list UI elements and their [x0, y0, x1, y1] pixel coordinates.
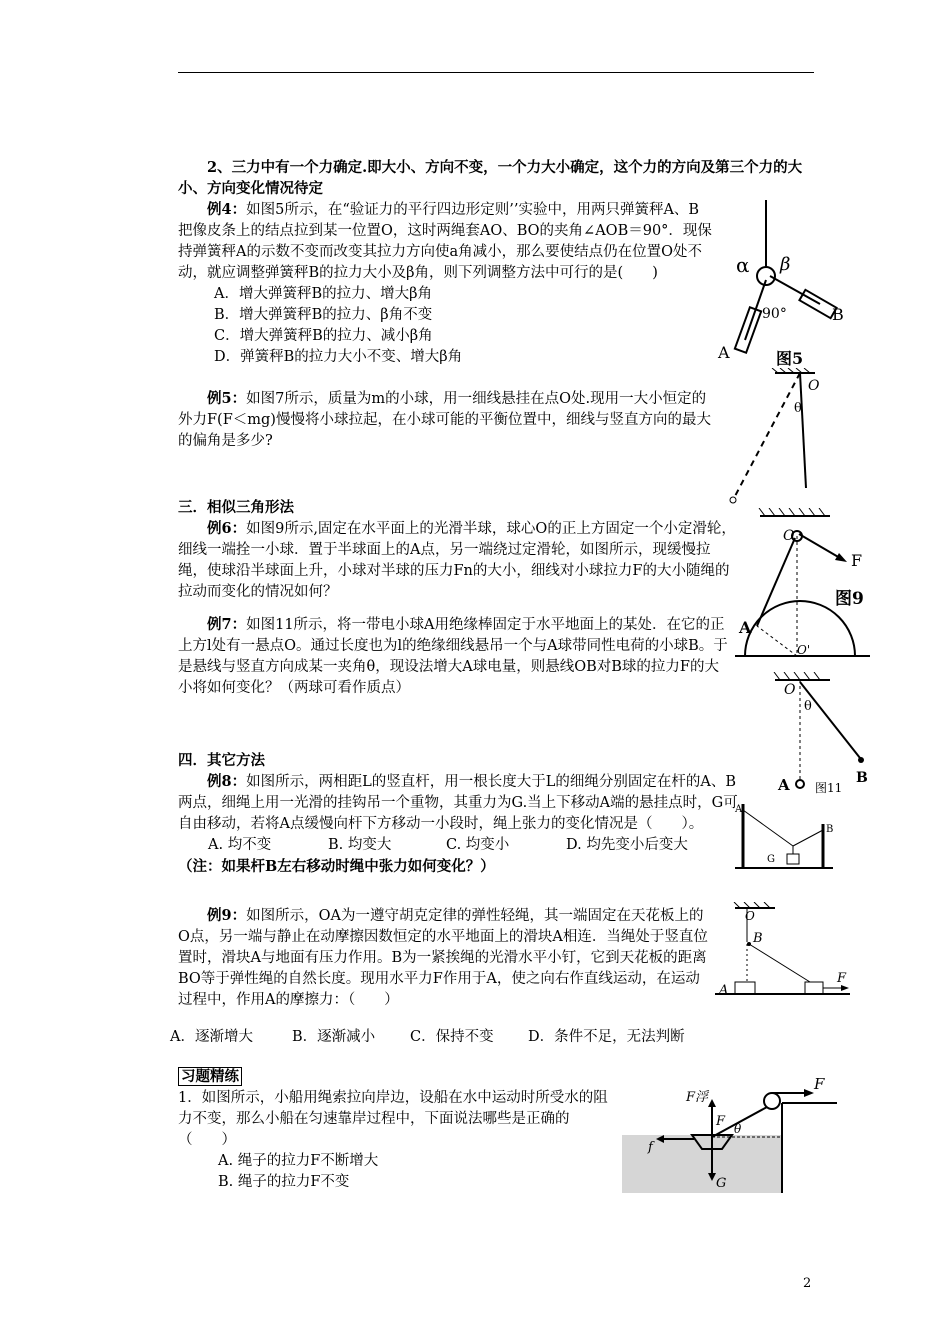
section3-heading: 三．相似三角形法 [178, 499, 294, 516]
ex8-option-c: C. 均变小 [446, 837, 510, 853]
figure-ex8 [733, 796, 843, 876]
fig9-F: F [851, 551, 863, 570]
example4 [178, 199, 713, 368]
figure-11 [770, 672, 880, 798]
fig5-B: B [832, 305, 844, 324]
ex4-label: 例4： [207, 201, 247, 218]
ex8-text: 如图所示，两相距L的竖直杆，用一根长度大于L的细绳分别固定在杆的A、B两点，细绳上用一光滑的挂钩吊一个重物，其重力为G.当上下移动A端的悬挂点时，G可自由移动，若将A点缓慢向杆下方移动一小段时，绳上张力的变化情况是（ ）。 [178, 774, 738, 832]
fig9-O: O [783, 528, 795, 544]
fig8-B: B [826, 824, 834, 835]
ex9-option-c: C．保持不变 [410, 1029, 494, 1045]
ex9-option-b: B．逐渐减小 [292, 1029, 376, 1045]
figure-9 [735, 508, 875, 666]
ex9-options [170, 1027, 770, 1048]
example5 [178, 388, 713, 452]
practice-heading: 习题精练 [178, 1067, 242, 1086]
ex7-label: 例7： [207, 616, 247, 633]
ex8-note: （注：如果杆B左右移动时绳中张力如何变化？） [178, 858, 495, 875]
fig-ex9-A: A [719, 983, 729, 998]
fig9-A: A [739, 618, 752, 637]
fig11-B: B [856, 770, 868, 786]
ex4-option-c: C．增大弹簧秤B的拉力、减小β角 [214, 328, 433, 344]
fig-p1-Ffu: F浮 [686, 1090, 709, 1105]
ex5-label: 例5： [207, 390, 247, 407]
header-rule [178, 72, 814, 73]
ex9-option-d: D．条件不足，无法判断 [528, 1029, 685, 1045]
fig7-O: O [808, 378, 820, 394]
fig8-G: G [767, 854, 775, 865]
fig-p1-F-rope: F [716, 1114, 726, 1129]
fig5-alpha: α [736, 253, 750, 277]
practice-option-a: A. 绳子的拉力F不断增大 [218, 1153, 379, 1169]
fig7-theta: θ [794, 401, 802, 416]
fig5-A: A [718, 343, 730, 362]
example6 [178, 497, 738, 603]
fig11-label: 图11 [815, 781, 843, 795]
ex4-text: 如图5所示，在“验证力的平行四边形定则’’实验中，用两只弹簧秤A、B把像皮条上的结点拉到某一位置O，这时两绳套AO、BO的夹角∠AOB＝90°．现保持弹簧秤A的示数不变而改变其拉力方向使a角减小，那么要使结点仍在位置O处不动，就应调整弹簧秤B的拉力大小及β角，则下列调整方法中可行的是( ) [178, 202, 712, 281]
page-number: 2 [803, 1276, 812, 1291]
practice-q1: 1．如图所示，小船用绳索拉向岸边，设船在水中运动时所受水的阻力不变，那么小船在匀速靠岸过程中，下面说法哪些是正确的（ ） [178, 1090, 608, 1148]
figure-ex9 [715, 902, 855, 1002]
ex5-text: 如图7所示，质量为m的小球，用一细线悬挂在点O处.现用一大小恒定的外力F(F＜mg)慢慢将小球拉起，在小球可能的平衡位置中，细线与竖直方向的最大的偏角是多少? [178, 391, 711, 449]
fig11-theta: θ [804, 699, 812, 714]
ex8-label: 例8： [207, 773, 247, 790]
ex8-option-d: D. 均先变小后变大 [566, 837, 688, 853]
ex9-option-a: A．逐渐增大 [170, 1029, 253, 1045]
ex8-option-a: A. 均不变 [208, 837, 272, 853]
section2-heading: 2、三力中有一个力确定.即大小、方向不变，一个力大小确定，这个力的方向及第三个力的大小、方向变化情况待定 [178, 159, 803, 197]
fig9-label: 图9 [835, 589, 864, 609]
fig11-A: A [778, 776, 790, 794]
fig-p1-theta: θ [734, 1122, 742, 1136]
practice [178, 1066, 618, 1193]
ex9-label: 例9： [207, 907, 247, 924]
fig-ex9-F: F [837, 971, 847, 986]
ex4-option-a: A．增大弹簧秤B的拉力、增大β角 [214, 286, 433, 302]
fig9-O2: O' [797, 643, 811, 657]
figure-5 [710, 200, 860, 370]
example7 [178, 614, 728, 699]
ex4-option-d: D．弹簧秤B的拉力大小不变、增大β角 [214, 349, 463, 365]
fig8-A: A [735, 804, 743, 815]
ex8-option-b: B. 均变大 [328, 837, 392, 853]
example8 [178, 750, 743, 877]
example9 [178, 905, 708, 1011]
practice-option-b: B. 绳子的拉力F不变 [218, 1174, 350, 1190]
section2-block [178, 157, 818, 199]
ex6-text: 如图9所示,固定在水平面上的光滑半球，球心O的正上方固定一个小定滑轮，细线一端拴一小球．置于半球面上的A点，另一端绕过定滑轮，如图所示，现缓慢拉绳，使球沿半球面上升，小球对半球的压力Fn的大小，细线对小球拉力F的大小随绳的拉动而变化的情况如何？ [178, 521, 736, 600]
fig11-O: O [784, 682, 796, 698]
ex7-text: 如图11所示，将一带电小球A用绝缘棒固定于水平地面上的某处．在它的正上方l处有一悬点O。通过长度也为l的绝缘细线悬吊一个与A球带同性电荷的小球B。于是悬线与竖直方向成某一夹角θ，现设法增大A球电量，则悬线OB对B球的拉力F的大小将如何变化？（两球可看作质点） [178, 617, 728, 696]
fig-ex9-B: B [753, 931, 763, 946]
ex6-label: 例6： [207, 520, 247, 537]
fig-p1-f: f [648, 1140, 653, 1155]
fig5-label: 图5 [776, 349, 804, 368]
fig5-angle: 90° [762, 306, 787, 322]
fig-p1-F: F [814, 1075, 825, 1093]
ex4-option-b: B．增大弹簧秤B的拉力、β角不变 [214, 307, 433, 323]
fig5-beta: β [780, 254, 791, 275]
section4-heading: 四．其它方法 [178, 752, 265, 769]
figure-practice-1 [622, 1075, 842, 1193]
figure-7 [720, 368, 820, 508]
ex9-text: 如图所示，OA为一遵守胡克定律的弹性轻绳，其一端固定在天花板上的O点，另一端与静止在动摩擦因数恒定的水平地面上的滑块A相连．当绳处于竖直位置时，滑块A与地面有压力作用。B为一紧挨绳的光滑水平小钉，它到天花板的距离BO等于弹性绳的自然长度。现用水平力F作用于A，使之向右作直线运动，在运动过程中，作用A的摩擦力：（ ） [178, 908, 708, 1008]
fig-ex9-O: O [745, 909, 755, 923]
fig-p1-G: G [716, 1176, 727, 1191]
